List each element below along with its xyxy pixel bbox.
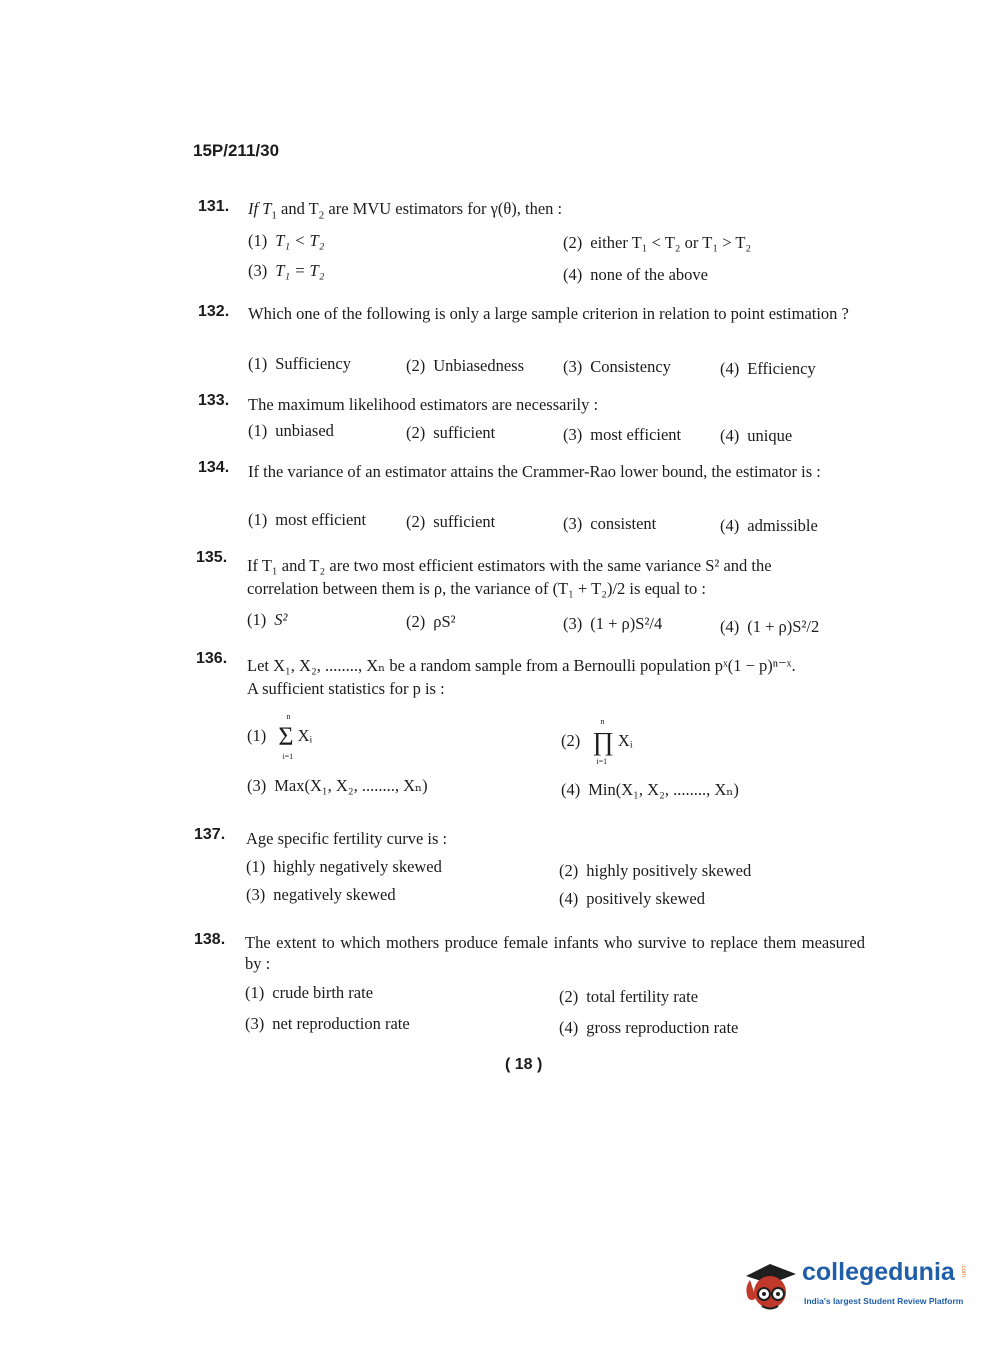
paper-code: 15P/211/30	[193, 141, 280, 160]
prod-upper-limit: n	[600, 717, 605, 726]
question-number: 133.	[198, 392, 230, 409]
option: (1) Sufficiency	[248, 354, 352, 373]
logo-tagline: India's largest Student Review Platform	[804, 1296, 964, 1306]
option: (2) sufficient	[406, 423, 496, 442]
option: (3) T₁ = T₂	[248, 261, 325, 280]
option: (2) sufficient	[406, 512, 496, 531]
page-number: ( 18 )	[505, 1056, 543, 1073]
option: (2) Unbiasedness	[406, 356, 524, 375]
question-text: If the variance of an estimator attains the Crammer-Rao lower bound, the estimator is :	[248, 462, 821, 481]
option: (4) positively skewed	[559, 889, 705, 908]
option: (2) n ∏ i=1 Xᵢ	[561, 717, 633, 766]
summation-symbol: Σ	[278, 722, 294, 751]
option: (1) most efficient	[248, 510, 367, 529]
prod-lower-limit: i=1	[596, 757, 608, 766]
question-number: 138.	[194, 931, 226, 948]
question-text: The maximum likelihood estimators are necessarily :	[248, 395, 599, 414]
logo-name: collegedunia	[802, 1258, 955, 1286]
option: (2) total fertility rate	[559, 987, 699, 1006]
product-symbol: ∏	[592, 727, 614, 756]
question-number: 137.	[194, 826, 226, 843]
mascot-icon	[740, 1254, 800, 1314]
option: (3) consistent	[563, 514, 657, 533]
question-number: 134.	[198, 459, 230, 476]
question-text: Let X₁, X₂, ........, Xₙ be a random sample from a Bernoulli population pˣ(1 − p)ⁿ⁻ˣ.	[247, 656, 796, 675]
option: (1) n Σ i=1 Xᵢ	[247, 712, 313, 761]
option: (3) Max(X₁, X₂, ........, Xₙ)	[247, 776, 428, 795]
option: (4) Min(X₁, X₂, ........, Xₙ)	[561, 780, 739, 799]
sum-upper-limit: n	[286, 712, 291, 721]
logo-suffix: .com	[960, 1264, 966, 1278]
option: (3) Consistency	[563, 357, 671, 376]
option: (1) S²	[247, 610, 288, 629]
question-text: correlation between them is ρ, the variance of (T₁ + T₂)/2 is equal to :	[247, 579, 706, 598]
question-text: If T₁ and T₂ are two most efficient estimators with the same variance S² and the	[247, 556, 772, 575]
option: (3) negatively skewed	[246, 885, 396, 904]
question-number: 136.	[196, 650, 228, 667]
option: (1) highly negatively skewed	[246, 857, 442, 876]
question-text: If $T_1$ and $T_2$ are MVU estimators for γ(θ), then :	[248, 199, 563, 222]
option: (4) none of the above	[563, 265, 708, 284]
question-text: A sufficient statistics for p is :	[247, 679, 445, 698]
question-number: 131.	[198, 198, 230, 215]
option: (3) (1 + ρ)S²/4	[563, 614, 663, 633]
option: (2) highly positively skewed	[559, 861, 752, 880]
question-text: Age specific fertility curve is :	[246, 829, 448, 848]
option: (3) net reproduction rate	[245, 1014, 410, 1033]
question-number: 135.	[196, 549, 228, 566]
question-number: 132.	[198, 303, 230, 320]
option: (4) unique	[720, 426, 793, 445]
option: (2) ρS²	[406, 612, 456, 631]
collegedunia-logo[interactable]	[740, 1254, 970, 1314]
option: (3) most efficient	[563, 425, 682, 444]
option: (1) crude birth rate	[245, 983, 374, 1002]
option: (4) Efficiency	[720, 359, 816, 378]
option: (4) (1 + ρ)S²/2	[720, 617, 820, 636]
option: (2) either T₁ < T₂ or T₁ > T₂	[563, 233, 752, 252]
option: (1) T₁ < T₂	[248, 231, 325, 250]
option: (1) unbiased	[248, 421, 334, 440]
sum-lower-limit: i=1	[282, 752, 294, 761]
question-text: The extent to which mothers produce female infants who survive to replace them measured by :	[245, 933, 865, 973]
question-text: Which one of the following is only a large sample criterion in relation to point estimation ?	[248, 304, 849, 323]
option: (4) gross reproduction rate	[559, 1018, 739, 1037]
option: (4) admissible	[720, 516, 818, 535]
